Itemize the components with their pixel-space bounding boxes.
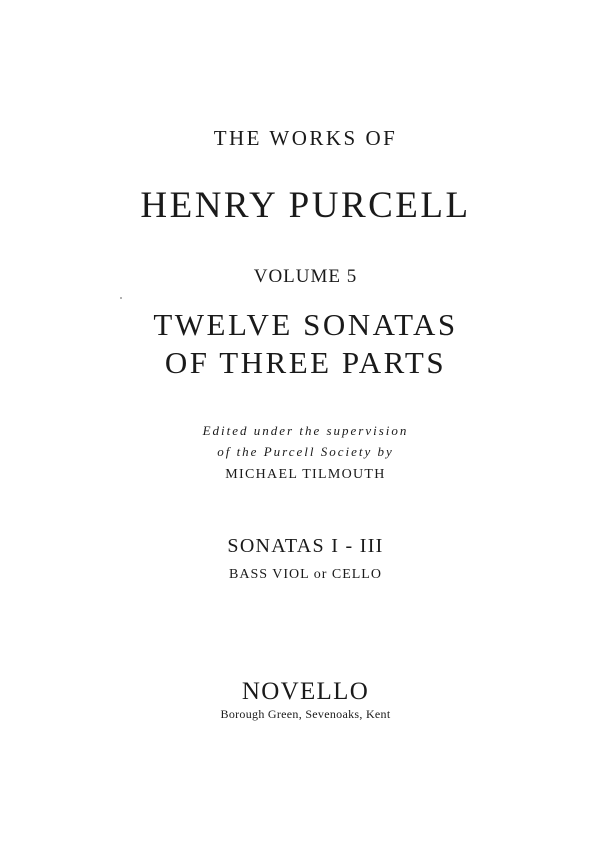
editorial-note-line-2: of the Purcell Society by	[217, 444, 394, 459]
editor-name: MICHAEL TILMOUTH	[225, 467, 386, 482]
work-title-line-1: TWELVE SONATAS	[153, 307, 458, 342]
sonatas-range: SONATAS I - III	[227, 535, 384, 557]
publisher-address: Borough Green, Sevenoaks, Kent	[220, 707, 391, 721]
paper-speck	[120, 297, 122, 299]
editorial-note-line-1: Edited under the supervision	[202, 423, 409, 438]
volume-number: VOLUME 5	[253, 266, 358, 287]
composer-name: HENRY PURCELL	[140, 185, 471, 226]
instrument-part: BASS VIOL or CELLO	[229, 567, 382, 582]
series-heading: THE WORKS OF	[213, 126, 398, 150]
publisher-name: NOVELLO	[241, 678, 370, 705]
work-title-line-2: OF THREE PARTS	[164, 345, 447, 380]
